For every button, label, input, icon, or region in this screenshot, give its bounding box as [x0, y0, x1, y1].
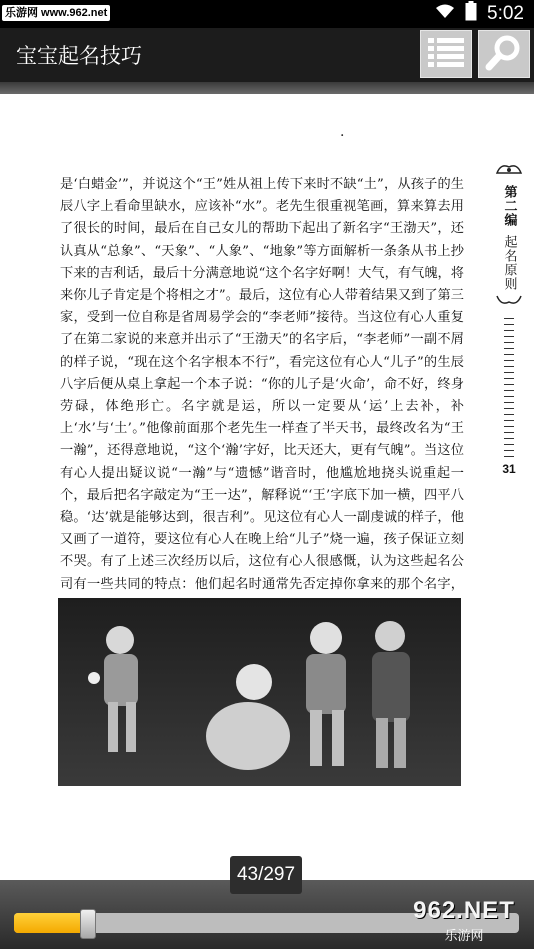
status-left [2, 4, 110, 22]
battery-icon [465, 1, 477, 27]
ornament-bottom-icon [495, 291, 523, 310]
watermark-logo [400, 895, 528, 945]
slider-thumb[interactable] [80, 909, 96, 939]
watermark-main: 962.NET [413, 896, 515, 924]
app-title: 宝宝起名技巧 [16, 44, 142, 68]
figurine-photo [58, 598, 461, 786]
search-button[interactable] [478, 30, 530, 78]
wifi-icon [435, 3, 455, 25]
search-icon [485, 33, 523, 76]
menu-icon [426, 35, 466, 74]
app-bar [0, 28, 534, 82]
chapter-sidebar [492, 160, 526, 476]
status-bar [0, 0, 534, 28]
menu-button[interactable] [420, 30, 472, 78]
page-dot: · [340, 128, 345, 144]
watermark-sub: 乐游网 [444, 927, 484, 943]
ornament-icon [495, 160, 523, 179]
section-label: 起名原则 [501, 235, 517, 291]
status-time: 5:02 [487, 3, 524, 24]
slider-fill [14, 913, 87, 933]
side-page-number: 31 [502, 462, 516, 476]
site-label: 乐游网 www.962.net [2, 5, 110, 21]
app-bar-shadow [0, 82, 534, 94]
status-right [435, 0, 524, 28]
chapter-label: 第二编 [501, 185, 517, 227]
page-indicator: 43/297 [230, 856, 302, 894]
decorative-border [504, 318, 514, 458]
page-body-text: 是‘白蜡金’”，并说这个“王”姓从祖上传下来时不缺“土”，从孩子的生辰八字上看命里缺水，应该补“水”。老先生很重视笔画，算来算去用了很长的时间，最后在自己女儿的帮助下起出了新名字“王渤天”，还认真从“总象”、“天象”、“人象”、“地象”等方面解析一条条从书上抄下来的吉利话，最后十分满意地说“这个名字好啊！大气，有气魄，将来你儿子肯定是个将相之才”。最后，这位有心人带着结果又到了第三家，受到一位自称是省周易学会的“李老师”接待。当这位有心人重复了在第二家说的来意并出示了“王渤天”的名字后，“李老师”一副不屑的样子说，“现在这个名字根本不行”，看完这位有心人“儿子”的生辰八字后便从桌上拿起一个本子说：“你的儿子是‘火命’，命不好，终身劳碌，体绝形亡。名字就是运，所以一定要从‘运’上去补，补上‘水’与‘土’。”他像前面那个老先生一样查了半天书，最终改名为“王一瀚”，还得意地说，“这个‘瀚’字好，比天还大，更有气魄”。当这位有心人提出疑议说“一瀚”与“遗憾”谐音时，他尴尬地挠头说重起一个，最后把名字敲定为“王一达”，解释说“‘王’字底下加一横，四平八稳。‘达’就是能够达到，很吉利”。见这位有心人一副虔诚的样子，他又画了一道符，要这位有心人在晚上给“儿子”烧一遍，孩子保证立刻不哭。有了上述三次经历以后，这位有心人很感慨，认为这些起名公司有一些共同的特点：他们起名时通常先否定掉你拿来的那个名字， [60, 177, 464, 592]
